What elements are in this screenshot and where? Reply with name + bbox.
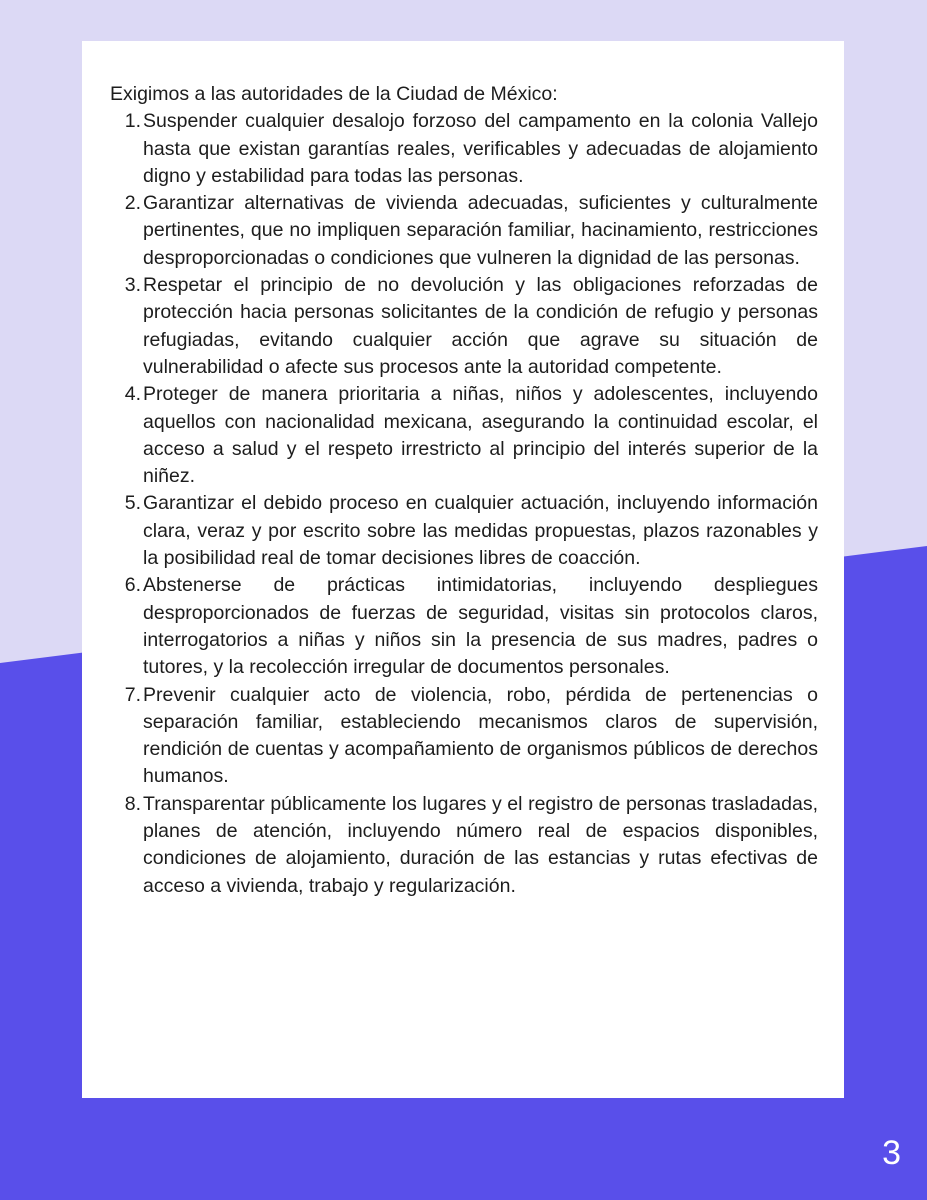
demand-text: Abstenerse de prácticas intimidatorias, incluyendo despliegues desproporcionados de fuerzas de seguridad, visitas sin protocolos claros, interrogatorios a niñas y niños sin la presencia de sus madres, padres o tutores, y la recolección irregular de documentos personales.: [143, 574, 818, 679]
demand-number: 4.: [124, 383, 141, 406]
demand-number: 8.: [124, 792, 141, 815]
demand-item: [110, 272, 818, 381]
demand-text: Garantizar el debido proceso en cualquier actuación, incluyendo información clara, veraz y por escrito sobre las medidas propuestas, plazos razonables y la posibilidad real de tomar decisiones libres de coacción.: [143, 492, 818, 570]
demand-text: Garantizar alternativas de vivienda adecuadas, suficientes y culturalmente pertinentes, que no impliquen separación familiar, hacinamiento, restricciones desproporcionadas o condiciones que vulneren la dignidad de las personas.: [143, 192, 818, 269]
demand-item: [110, 190, 818, 272]
demand-text: Respetar el principio de no devolución y las obligaciones reforzadas de protección hacia personas solicitantes de la condición de refugio y personas refugiadas, evitando cualquier acción que agrave su situación de vulnerabilidad o afecte sus procesos ante la autoridad competente.: [143, 274, 818, 378]
demand-text: Proteger de manera prioritaria a niñas, niños y adolescentes, incluyendo aquellos con nacionalidad mexicana, asegurando la continuidad escolar, el acceso a salud y el respeto irrestricto al principio del interés superior de la niñez.: [143, 383, 818, 488]
demand-item: [110, 108, 818, 190]
demand-text: Prevenir cualquier acto de violencia, robo, pérdida de pertenencias o separación familiar, estableciendo mecanismos claros de supervisión, rendición de cuentas y acompañamiento de organismos públicos de derechos humanos.: [143, 683, 818, 788]
document-card: [82, 41, 844, 1098]
demand-number: 7.: [124, 683, 141, 706]
demand-number: 2.: [124, 192, 141, 215]
demand-number: 3.: [124, 274, 141, 297]
demand-item: [110, 381, 818, 490]
demand-text: Transparentar públicamente los lugares y el registro de personas trasladadas, planes de atención, incluyendo número real de espacios disponibles, condiciones de alojamiento, duración de las estancias y rutas efectivas de acceso a vivienda, trabajo y regularización.: [143, 792, 818, 897]
demand-item: [110, 682, 818, 791]
demands-list: [110, 108, 818, 900]
demand-number: 6.: [124, 574, 141, 597]
demand-item: [110, 791, 818, 900]
intro-text: Exigimos a las autoridades de la Ciudad de México:: [110, 83, 558, 105]
demand-text: Suspender cualquier desalojo forzoso del campamento en la colonia Vallejo hasta que existan garantías reales, verificables y adecuadas de alojamiento digno y estabilidad para todas las personas.: [143, 110, 818, 187]
page-number: 3: [882, 1134, 901, 1172]
demand-item: [110, 572, 818, 681]
demand-item: [110, 490, 818, 572]
demand-number: 5.: [124, 492, 141, 515]
demand-number: 1.: [124, 110, 141, 133]
